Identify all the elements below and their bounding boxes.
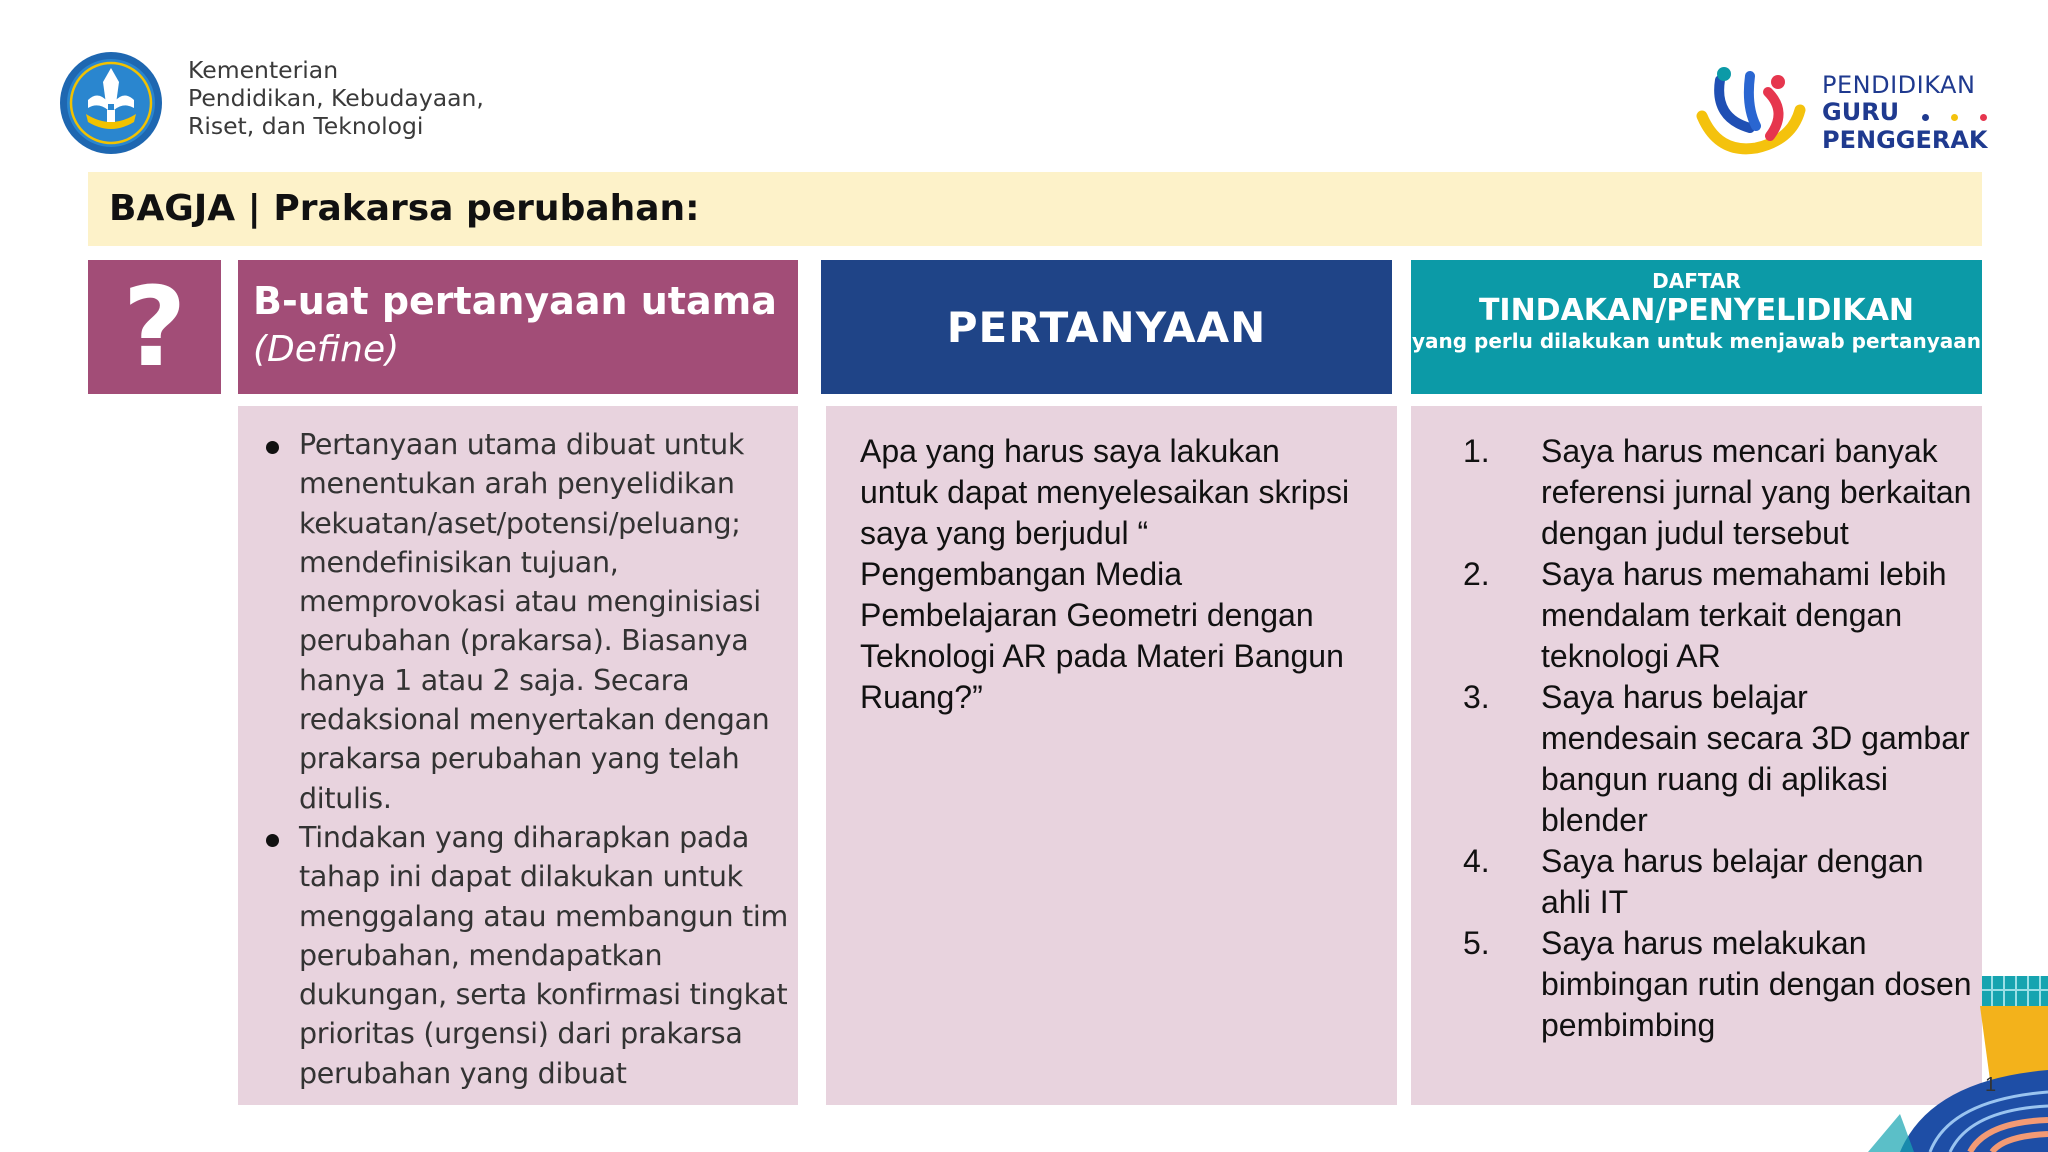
bullet-icon: [266, 441, 279, 454]
action-text: Saya harus melakukan bimbingan rutin dengan dosen pembimbing: [1541, 925, 1972, 1043]
pertanyaan-header: PERTANYAAN: [821, 260, 1392, 394]
title-band: [88, 172, 1982, 246]
corner-decoration: [1780, 960, 2048, 1152]
ministry-line-3: Riset, dan Teknologi: [188, 112, 424, 140]
action-number: 4.: [1463, 843, 1490, 879]
list-item: [1463, 841, 1973, 923]
guru-penggerak-logo-icon: [1696, 62, 1806, 156]
action-text: Saya harus belajar mendesain secara 3D gambar bangun ruang di aplikasi blender: [1541, 679, 1970, 838]
question-mark-icon: ?: [88, 260, 221, 394]
action-number: 1.: [1463, 433, 1490, 469]
list-item: [1463, 554, 1973, 677]
tindakan-header-line-2: TINDAKAN/PENYELIDIKAN: [1478, 293, 1915, 328]
ministry-line-2: Pendidikan, Kebudayaan,: [188, 84, 484, 112]
kemdikbud-logo: [58, 50, 164, 156]
action-text: Saya harus mencari banyak referensi jurnal yang berkaitan dengan judul tersebut: [1541, 433, 1972, 551]
ministry-name: [188, 56, 484, 140]
bullet-text: Tindakan yang diharapkan pada tahap ini dapat dilakukan untuk menggalang atau membangun tim perubahan, mendapatkan dukungan, serta konfirmasi tingkat prioritas (urgensi) dari prakarsa perubahan yang dibuat: [299, 820, 788, 1090]
list-item: [264, 425, 794, 818]
page-number: 1: [1985, 1074, 1997, 1096]
bullet-icon: [266, 834, 279, 847]
list-item: [1463, 677, 1973, 841]
define-header-title: B-uat pertanyaan utama: [253, 279, 777, 323]
action-text: Saya harus belajar dengan ahli IT: [1541, 843, 1924, 920]
ministry-line-1: Kementerian: [188, 56, 339, 84]
list-item: [264, 818, 794, 1093]
bullet-text: Pertanyaan utama dibuat untuk menentukan arah penyelidikan kekuatan/aset/potensi/peluang; mendefinisikan tujuan, memprovokasi atau menginisiasi perubahan (prakarsa). Biasanya hanya 1 atau 2 saja. Secara redaksional menyertakan dengan prakarsa perubahan yang telah ditulis.: [299, 428, 770, 815]
wordmark-dots: [1922, 100, 2009, 127]
tindakan-header-line-1: DAFTAR: [1652, 269, 1741, 293]
action-number: 2.: [1463, 556, 1490, 592]
guru-penggerak-wordmark: [1822, 72, 2009, 154]
wordmark-line-1: PENDIDIKAN: [1822, 71, 1976, 99]
wordmark-line-2: [1822, 99, 2009, 127]
action-number: 3.: [1463, 679, 1490, 715]
action-number: 5.: [1463, 925, 1490, 961]
define-header: [238, 260, 798, 394]
tindakan-header: [1411, 260, 1982, 394]
action-text: Saya harus memahami lebih mendalam terkait dengan teknologi AR: [1541, 556, 1947, 674]
list-item: [1463, 431, 1973, 554]
question-text: Apa yang harus saya lakukan untuk dapat menyelesaikan skripsi saya yang berjudul “ Pengembangan Media Pembelajaran Geometri dengan Teknologi AR pada Materi Bangun Ruang?”: [860, 433, 1350, 715]
define-header-subtitle: (Define): [253, 329, 400, 370]
action-list: [1463, 431, 1973, 1046]
define-bullet-list: [264, 425, 794, 1093]
wordmark-guru: GURU: [1822, 98, 1900, 126]
tindakan-header-line-3: yang perlu dilakukan untuk menjawab pertanyaan: [1411, 329, 1981, 353]
page-title: BAGJA | Prakarsa perubahan:: [109, 188, 700, 229]
define-cell: [238, 406, 798, 1105]
pertanyaan-cell: [826, 406, 1397, 1105]
wordmark-line-3: PENGGERAK: [1822, 125, 1988, 154]
